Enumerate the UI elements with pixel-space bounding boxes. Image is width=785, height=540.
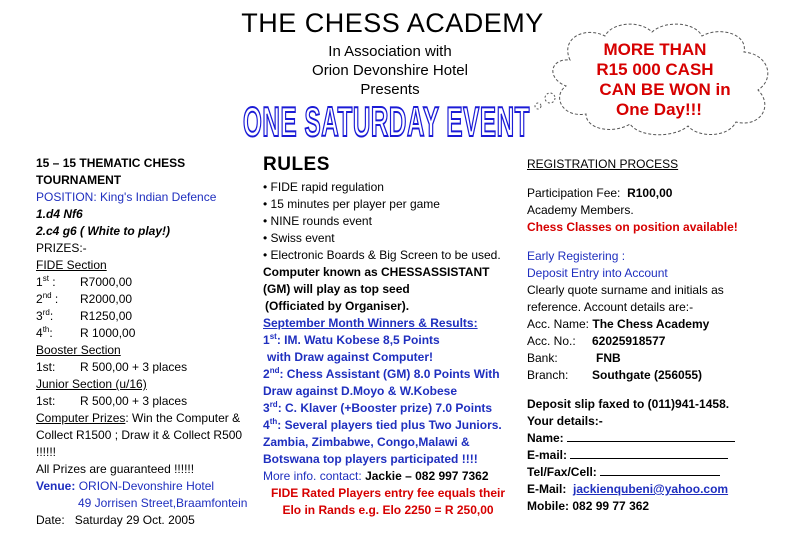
academy-title: THE CHESS ACADEMY [241, 8, 544, 38]
rules-heading: RULES [263, 154, 330, 175]
registration-heading: REGISTRATION PROCESS [527, 157, 679, 171]
academy-members: Academy Members. [527, 203, 634, 217]
computer-prizes: Computer Prizes: Win the Computer & Collect R1500 ; Draw it & Collect R500 !!!!!! [36, 411, 243, 459]
assoc-line-3: Presents [360, 81, 420, 98]
move-1: 1.d4 Nf6 [36, 207, 83, 221]
email-field: E-mail: [527, 447, 752, 464]
winner-3: 3rd: C. Klaver (+Booster prize) 7.0 Points [263, 400, 493, 415]
tournament-name: 15 – 15 THEMATIC CHESS TOURNAMENT [36, 156, 186, 187]
winner-2: 2nd: Chess Assistant (GM) 8.0 Points With Draw against D.Moyo & W.Kobese [263, 366, 500, 398]
account-name-row: Acc. Name: The Chess Academy [527, 317, 710, 331]
callout-line-4: One Day!!! [616, 100, 702, 119]
callout-line-3: CAN BE WON in [599, 80, 731, 99]
cash-prize-callout [560, 40, 750, 120]
september-results-heading: September Month Winners & Results: [263, 316, 478, 330]
fide-prize-row: 2nd : R2000,00 [36, 291, 133, 306]
rule-bullet: • 15 minutes per player per game [263, 197, 440, 211]
rules-column [263, 155, 513, 519]
prizes-label: PRIZES:- [36, 241, 87, 255]
early-registering: Early Registering : [527, 249, 626, 263]
junior-prize: 1st: R 500,00 + 3 places [36, 394, 188, 408]
fide-rated-entry-fee: FIDE Rated Players entry fee equals their Elo in Rands e.g. Elo 2250 = R 250,00 [270, 486, 506, 517]
booster-section-heading: Booster Section [36, 343, 121, 357]
contact-email: E-Mail: jackienqubeni@yahoo.com [527, 482, 729, 496]
fide-prize-row: 3rd: R1250,00 [36, 308, 133, 323]
junior-section-heading: Junior Section (u/16) [36, 377, 147, 391]
computer-seed-note: Computer known as CHESSASSISTANT (GM) will play as top seed [263, 265, 490, 296]
prizes-guaranteed: All Prizes are guaranteed !!!!!! [36, 462, 195, 476]
more-info: More info. contact: Jackie – 082 997 7362 [263, 469, 489, 483]
bank-row: Bank: FNB [527, 351, 621, 365]
tel-fax-cell-field: Tel/Fax/Cell: [527, 464, 752, 481]
mobile: Mobile: 082 99 77 362 [527, 499, 650, 513]
your-details: Your details:- [527, 414, 603, 428]
deposit-entry: Deposit Entry into Account [527, 266, 668, 280]
assoc-line-1: In Association with [328, 43, 452, 60]
chess-classes-note: Chess Classes on position available! [527, 220, 738, 234]
officiated-note: (Officiated by Organiser). [265, 299, 410, 313]
branch-row: Branch: Southgate (256055) [527, 368, 703, 382]
assoc-line-2: Orion Devonshire Hotel [312, 62, 468, 79]
move-2: 2.c4 g6 ( White to play!) [36, 224, 171, 238]
fide-prize-row: 1st : R7000,00 [36, 274, 133, 289]
reference-instructions: Clearly quote surname and initials as reference. Account details are:- [527, 283, 724, 314]
fide-prize-row: 4th: R 1000,00 [36, 325, 136, 340]
winner-1-note: with Draw against Computer! [267, 350, 434, 364]
event-title: ONE SATURDAY EVENT [243, 98, 530, 144]
venue: Venue: ORION-Devonshire Hotel [36, 479, 215, 493]
rule-bullet: • Swiss event [263, 231, 335, 245]
tournament-column [36, 155, 251, 529]
opening-position: POSITION: King's Indian Defence [36, 190, 217, 204]
callout-line-1: MORE THAN [603, 40, 707, 59]
event-wordart [240, 88, 540, 144]
participation-fee: Participation Fee: R100,00 [527, 186, 673, 200]
winner-1: 1st: IM. Watu Kobese 8,5 Points [263, 332, 440, 347]
registration-column [527, 155, 752, 515]
venue-address: 49 Jorrisen Street,Braamfontein [78, 496, 248, 510]
name-field: Name: [527, 430, 752, 447]
fide-section-heading: FIDE Section [36, 258, 107, 272]
rule-bullet: • Electronic Boards & Big Screen to be used. [263, 248, 501, 262]
winner-4: 4th: Several players tied plus Two Juniors. Zambia, Zimbabwe, Congo,Malawi & Botswana top players participated !!!! [263, 417, 502, 466]
rule-bullet: • FIDE rapid regulation [263, 180, 384, 194]
callout-line-2: R15 000 CASH [596, 60, 714, 79]
event-date: Date: Saturday 29 Oct. 2005 [36, 513, 195, 527]
booster-prize: 1st: R 500,00 + 3 places [36, 360, 188, 374]
account-number-row: Acc. No.: 62025918577 [527, 334, 666, 348]
rule-bullet: • NINE rounds event [263, 214, 372, 228]
email-link[interactable]: jackienqubeni@yahoo.com [573, 482, 729, 496]
deposit-slip-fax: Deposit slip faxed to (011)941-1458. [527, 397, 730, 411]
